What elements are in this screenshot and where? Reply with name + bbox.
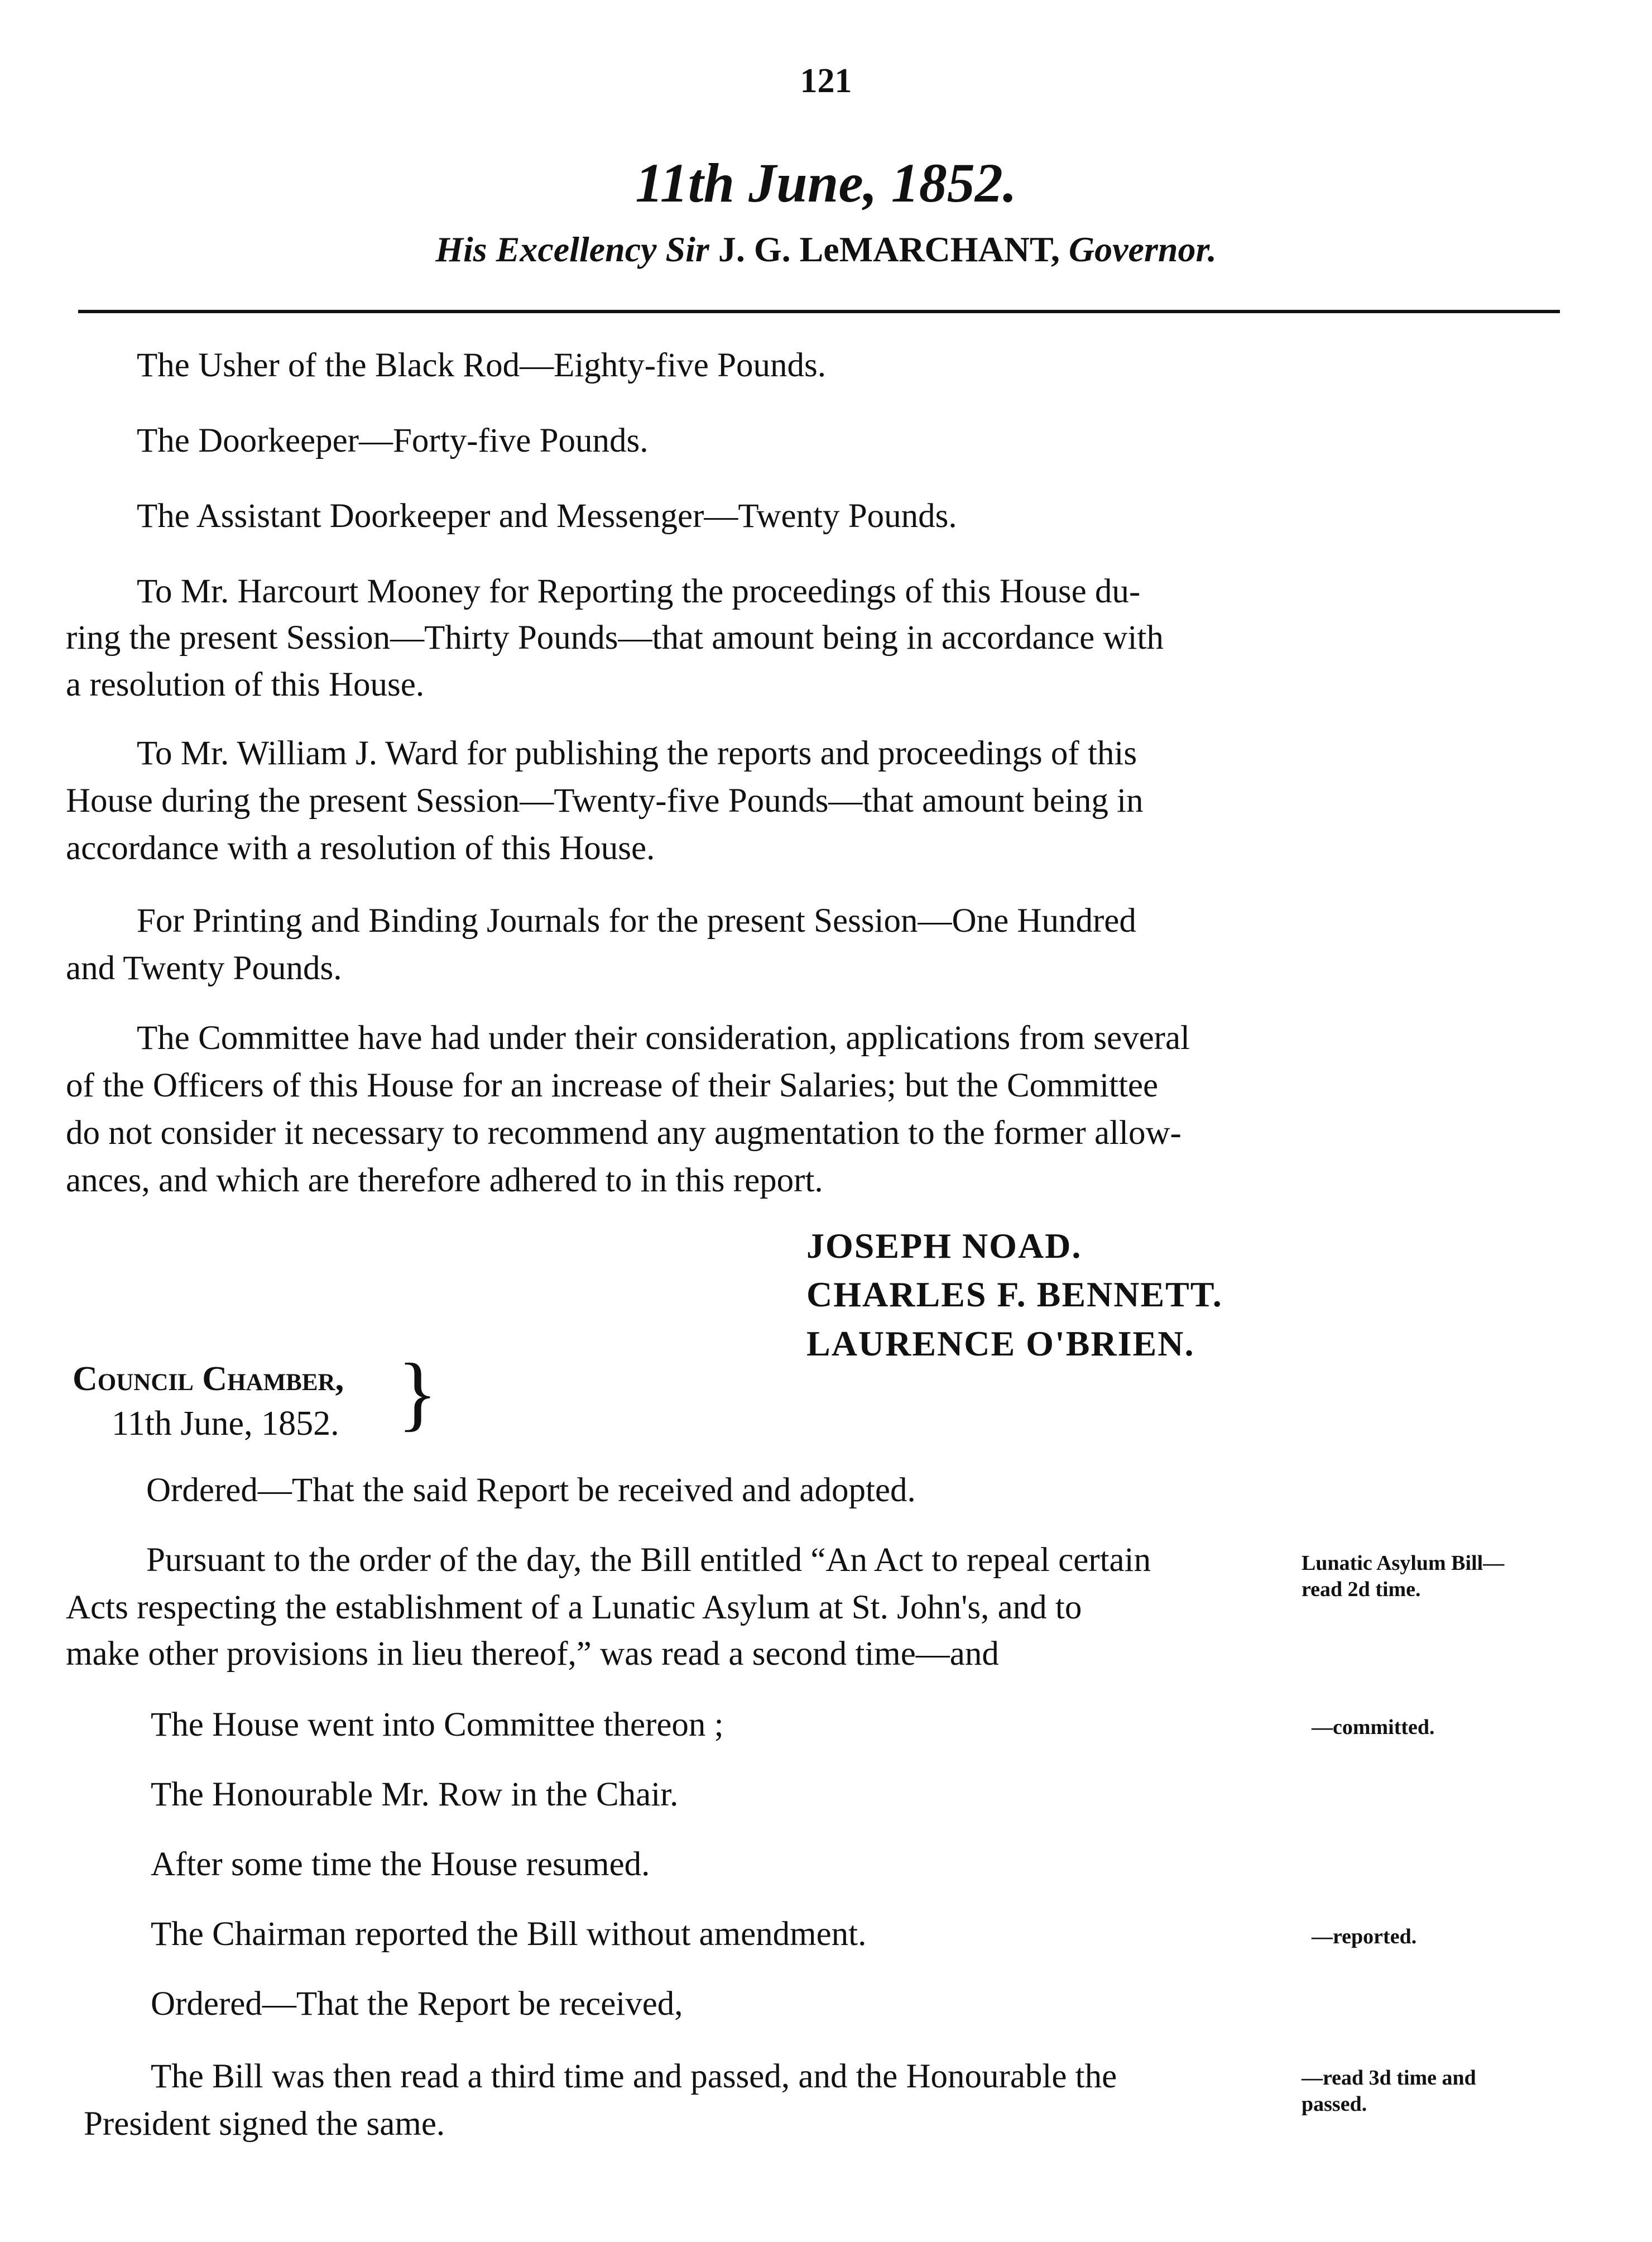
proceedings-committee: The House went into Committee thereon ; — [151, 1706, 724, 1743]
proceedings-bill-line-3: make other provisions in lieu thereof,” was read a second time—and — [66, 1635, 999, 1673]
proceedings-third-reading-2: President signed the same. — [84, 2105, 445, 2143]
signature-noad: JOSEPH NOAD. — [806, 1226, 1082, 1266]
governor-line — [0, 229, 1652, 270]
margin-note-second-reading: read 2d time. — [1302, 1578, 1421, 1601]
report-line-committee-3: do not consider it necessary to recommend any augmentation to the former allow- — [66, 1114, 1182, 1152]
brace-icon: } — [397, 1347, 438, 1439]
report-line-mooney-2: ring the present Session—Thirty Pounds—that amount being in accordance with — [66, 619, 1164, 657]
report-line-printing-2: and Twenty Pounds. — [66, 950, 342, 987]
report-line-ward-2: House during the present Session—Twenty-five Pounds—that amount being in — [66, 782, 1144, 820]
report-line-ward-1: To Mr. William J. Ward for publishing the reports and proceedings of this — [137, 735, 1137, 772]
proceedings-bill-line-1: Pursuant to the order of the day, the Bill entitled “An Act to repeal certain — [146, 1541, 1151, 1579]
report-line-committee-1: The Committee have had under their consideration, applications from several — [137, 1019, 1190, 1057]
proceedings-third-reading-1: The Bill was then read a third time and passed, and the Honourable the — [151, 2058, 1117, 2095]
page-number: 121 — [800, 62, 852, 100]
report-line-doorkeeper: The Doorkeeper—Forty-five Pounds. — [137, 422, 649, 459]
report-line-committee-4: ances, and which are therefore adhered to in this report. — [66, 1162, 823, 1199]
report-line-committee-2: of the Officers of this House for an increase of their Salaries; but the Committee — [66, 1067, 1159, 1104]
signature-bennett: CHARLES F. BENNETT. — [806, 1275, 1223, 1314]
proceedings-bill-line-2: Acts respecting the establishment of a Lunatic Asylum at St. John's, and to — [66, 1589, 1082, 1626]
governor-title: Governor. — [1068, 229, 1217, 269]
report-line-assistant-doorkeeper: The Assistant Doorkeeper and Messenger—Twenty Pounds. — [137, 497, 957, 535]
proceedings-resumed: After some time the House resumed. — [151, 1846, 650, 1883]
proceedings-ordered-adopted: Ordered—That the said Report be received and adopted. — [146, 1472, 916, 1509]
report-line-ward-3: accordance with a resolution of this House. — [66, 830, 655, 867]
signature-obrien: LAURENCE O'BRIEN. — [806, 1324, 1195, 1363]
proceedings-chair: The Honourable Mr. Row in the Chair. — [151, 1776, 679, 1813]
report-line-mooney-3: a resolution of this House. — [66, 666, 425, 703]
council-chamber-label: Council Chamber, — [73, 1360, 344, 1398]
proceedings-reported: The Chairman reported the Bill without amendment. — [151, 1915, 867, 1953]
header-rule — [78, 310, 1560, 313]
margin-note-reported: —reported. — [1312, 1925, 1417, 1948]
date-heading: 11th June, 1852. — [635, 152, 1017, 214]
report-line-printing-1: For Printing and Binding Journals for the present Session—One Hundred — [137, 902, 1136, 940]
margin-note-third-reading: —read 3d time and — [1302, 2066, 1476, 2090]
margin-note-committed: —committed. — [1312, 1716, 1435, 1739]
proceedings-report-received: Ordered—That the Report be received, — [151, 1985, 683, 2023]
report-line-usher: The Usher of the Black Rod—Eighty-five Pounds. — [137, 347, 827, 384]
margin-note-passed: passed. — [1302, 2092, 1367, 2116]
margin-note-lunatic-asylum: Lunatic Asylum Bill— — [1302, 1551, 1505, 1575]
council-chamber-date: 11th June, 1852. — [112, 1405, 339, 1443]
governor-prefix: His Excellency Sir — [435, 229, 709, 269]
governor-name: J. G. LeMARCHANT, — [718, 229, 1060, 269]
report-line-mooney-1: To Mr. Harcourt Mooney for Reporting the proceedings of this House du- — [137, 573, 1141, 610]
